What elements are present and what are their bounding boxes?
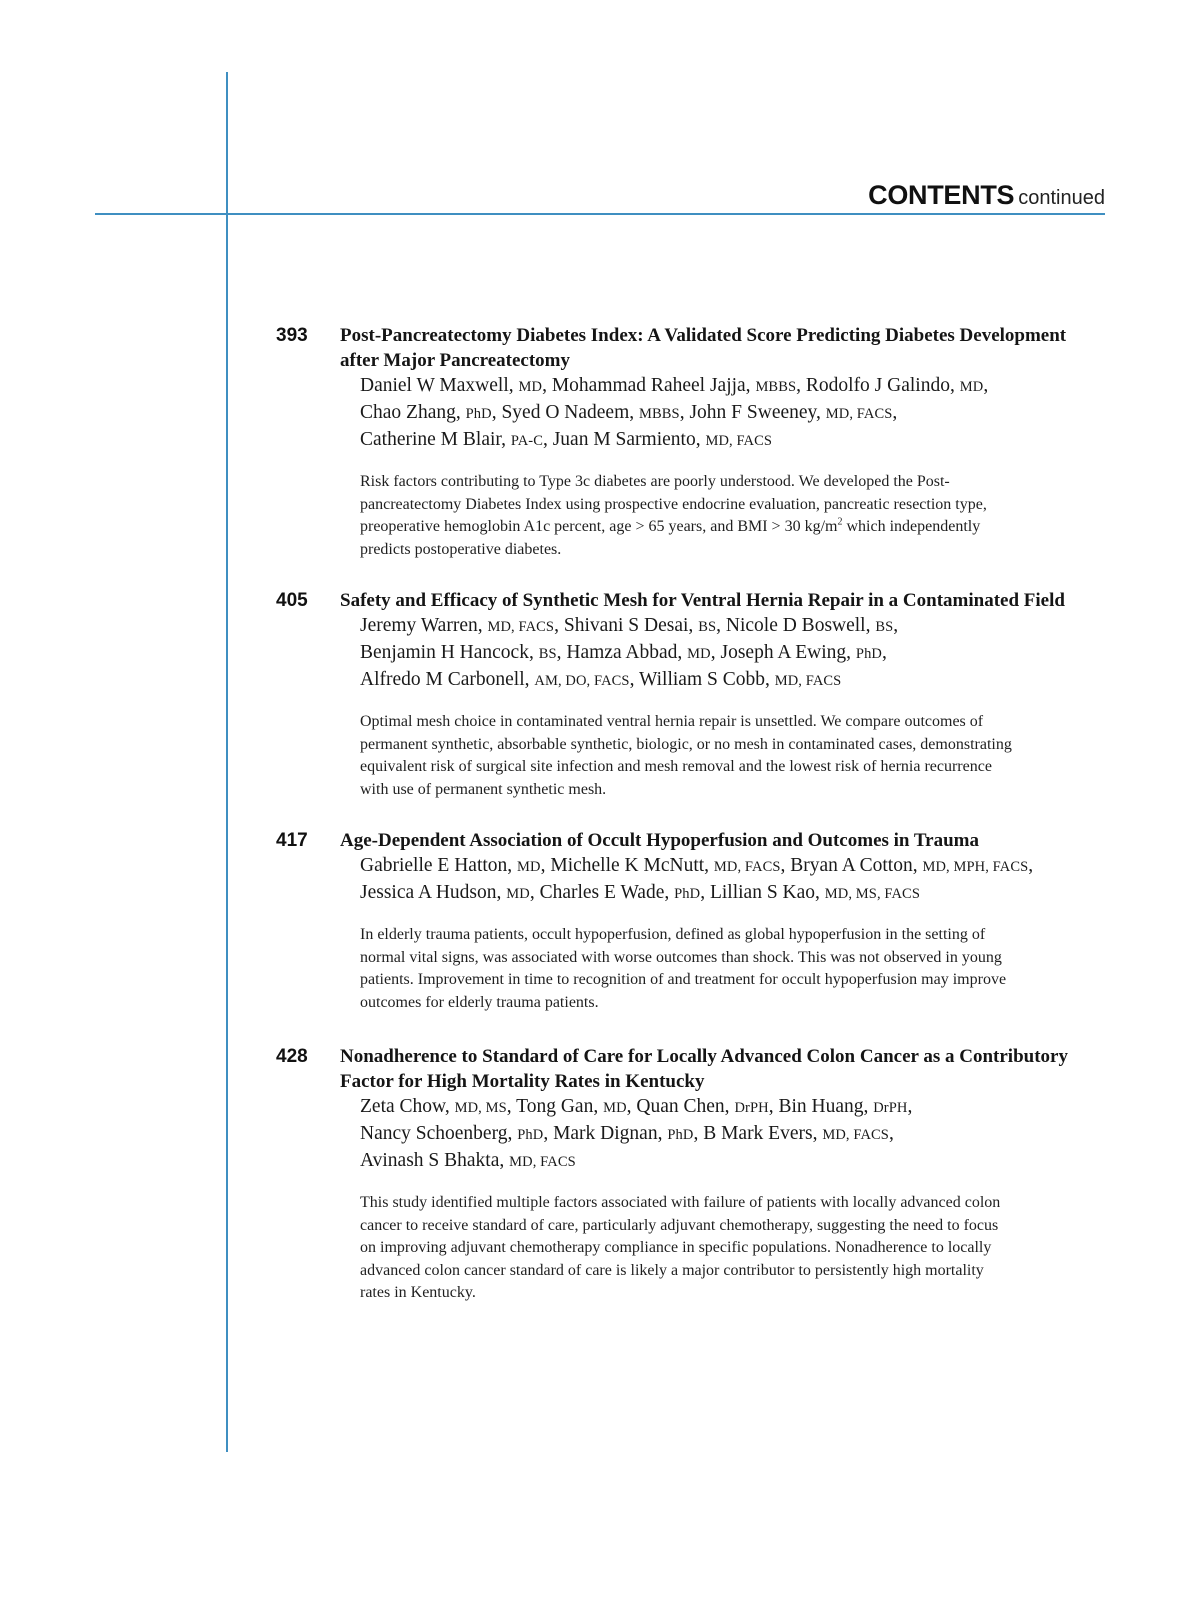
author-name: , — [888, 1123, 894, 1144]
summary-line — [360, 1282, 1100, 1305]
author-degree: PhD — [674, 886, 701, 902]
author-degree: PhD — [465, 406, 492, 422]
author-degree: MD, MPH, FACS — [922, 859, 1029, 875]
author-name: Chao Zhang, — [360, 402, 466, 423]
author-name: , — [892, 402, 898, 423]
author-name: , Lillian S Kao, — [700, 882, 825, 903]
author-name: , Mark Dignan, — [543, 1123, 668, 1144]
article-summary — [360, 1192, 1100, 1305]
summary-text: outcomes for elderly trauma patients. — [360, 993, 599, 1011]
summary-text: This study identified multiple factors associated with failure of patients with locally advanced colon — [360, 1194, 1001, 1211]
summary-text: Risk factors contributing to Type 3c diabetes are poorly understood. We developed the Post- — [360, 473, 950, 490]
page-number[interactable]: 393 — [276, 325, 308, 346]
summary-text: equivalent risk of surgical site infection and mesh removal and the lowest risk of hernia recurrence — [360, 758, 992, 775]
author-name: , Syed O Nadeem, — [491, 402, 640, 423]
author-name: , Joseph A Ewing, — [710, 642, 856, 663]
author-line — [360, 880, 1106, 907]
author-degree: BS — [875, 619, 894, 635]
author-list — [360, 613, 1106, 694]
toc-entry — [276, 1044, 1106, 1305]
author-name: , William S Cobb, — [629, 669, 775, 690]
summary-line — [360, 992, 1100, 1015]
summary-text: preoperative hemoglobin A1c percent, age > 65 years, and BMI > 30 kg/m — [360, 518, 838, 535]
title-line: Nonadherence to Standard of Care for Locally Advanced Colon Cancer as a Contributory — [340, 1046, 1068, 1067]
author-degree: MD, MS — [454, 1100, 507, 1116]
author-line — [360, 613, 1106, 640]
author-name: Nancy Schoenberg, — [360, 1123, 518, 1144]
page-number[interactable]: 417 — [276, 830, 308, 851]
author-degree: PhD — [855, 646, 883, 662]
author-name: , Bryan A Cotton, — [780, 855, 923, 876]
author-name: , Rodolfo J Galindo, — [796, 375, 960, 396]
summary-line — [360, 1237, 1100, 1260]
summary-text: patients. Improvement in time to recognition of and treatment for occult hypoperfusion may improve — [360, 971, 1007, 988]
page-number[interactable]: 405 — [276, 590, 308, 611]
author-name: Jeremy Warren, — [360, 615, 488, 636]
summary-text: cancer to receive standard of care, particularly adjuvant chemotherapy, suggesting the need to focus — [360, 1216, 999, 1234]
summary-text: Optimal mesh choice in contaminated ventral hernia repair is unsettled. We compare outcomes of — [360, 713, 984, 730]
author-name: Catherine M Blair, — [360, 429, 511, 450]
toc-entry — [276, 323, 1106, 561]
author-name: , Charles E Wade, — [529, 882, 675, 903]
author-line — [360, 853, 1106, 880]
article-title[interactable] — [340, 828, 1106, 853]
author-degree: DrPH — [734, 1100, 769, 1116]
article-summary — [360, 711, 1100, 801]
vertical-rule — [226, 72, 228, 1452]
author-degree: PhD — [667, 1127, 694, 1143]
author-degree: MBBS — [639, 406, 680, 422]
author-degree: PA-C — [510, 433, 543, 449]
author-name: , Nicole D Boswell, — [716, 615, 876, 636]
author-name: , Bin Huang, — [768, 1096, 874, 1117]
summary-text: pancreatectomy Diabetes Index using prospective endocrine evaluation, pancreatic resection type, — [360, 495, 987, 513]
horizontal-rule — [95, 213, 1105, 215]
author-line — [360, 1121, 1106, 1148]
summary-text: In elderly trauma patients, occult hypoperfusion, defined as global hypoperfusion in the setting of — [360, 926, 986, 943]
contents-subtitle: continued — [1018, 187, 1105, 209]
summary-text: rates in Kentucky. — [360, 1284, 476, 1301]
author-name: , Juan M Sarmiento, — [542, 429, 706, 450]
author-name: , B Mark Evers, — [693, 1123, 823, 1144]
author-degree: MD, FACS — [825, 406, 893, 422]
author-line — [360, 667, 1106, 694]
article-title[interactable] — [340, 1044, 1106, 1094]
author-degree: BS — [698, 619, 717, 635]
author-name: Benjamin H Hancock, — [360, 642, 539, 663]
title-line: Factor for High Mortality Rates in Kentucky — [340, 1071, 705, 1092]
author-degree: MD, FACS — [487, 619, 555, 635]
author-line — [360, 640, 1106, 667]
author-degree: MD — [959, 379, 984, 395]
author-degree: MD — [518, 379, 543, 395]
author-degree: PhD — [517, 1127, 544, 1143]
article-title[interactable] — [340, 588, 1106, 613]
author-line — [360, 427, 1106, 454]
author-name: Jessica A Hudson, — [360, 882, 507, 903]
summary-line — [360, 924, 1100, 947]
author-name: , Quan Chen, — [626, 1096, 735, 1117]
author-degree: MBBS — [755, 379, 797, 395]
author-line — [360, 1148, 1106, 1175]
author-degree: MD, FACS — [509, 1154, 576, 1170]
title-line: Age-Dependent Association of Occult Hypoperfusion and Outcomes in Trauma — [340, 830, 979, 851]
summary-text: on improving adjuvant chemotherapy compliance in specific populations. Nonadherence to locally — [360, 1239, 992, 1256]
author-name: Gabrielle E Hatton, — [360, 855, 518, 876]
author-name: Zeta Chow, — [360, 1096, 455, 1117]
author-name: , — [983, 375, 989, 396]
summary-text: predicts postoperative diabetes. — [360, 540, 562, 558]
article-title[interactable] — [340, 323, 1106, 373]
title-line: after Major Pancreatectomy — [340, 350, 571, 371]
author-degree: MD, FACS — [705, 433, 773, 449]
author-line — [360, 373, 1106, 400]
author-degree: MD — [687, 646, 711, 662]
author-list — [360, 853, 1106, 907]
author-degree: MD, MS, FACS — [824, 886, 920, 902]
author-degree: MD — [517, 859, 541, 875]
summary-line — [360, 969, 1100, 992]
summary-line — [360, 947, 1100, 970]
author-name: Alfredo M Carbonell, — [360, 669, 535, 690]
author-name: Daniel W Maxwell, — [360, 375, 519, 396]
superscript: 2 — [837, 516, 843, 528]
article-summary — [360, 471, 1100, 561]
summary-text: advanced colon cancer standard of care is likely a major contributor to persistently high mortality — [360, 1261, 984, 1279]
summary-line — [360, 711, 1100, 734]
author-name: , Hamza Abbad, — [556, 642, 688, 663]
author-name: , — [1028, 855, 1034, 876]
author-line — [360, 400, 1106, 427]
author-degree: BS — [538, 646, 557, 662]
author-line — [360, 1094, 1106, 1121]
summary-line — [360, 471, 1100, 494]
author-degree: MD, FACS — [822, 1127, 889, 1143]
summary-text: permanent synthetic, absorbable synthetic, biologic, or no mesh in contaminated cases, demonstrating — [360, 735, 1012, 753]
page-number[interactable]: 428 — [276, 1046, 308, 1067]
author-name: , — [893, 615, 899, 636]
summary-line — [360, 516, 1100, 539]
summary-text: normal vital signs, was associated with worse outcomes than shock. This was not observed in young — [360, 948, 1002, 966]
author-name: , Shivani S Desai, — [554, 615, 699, 636]
author-degree: DrPH — [873, 1100, 908, 1116]
author-name: Avinash S Bhakta, — [360, 1150, 510, 1171]
author-name: , Tong Gan, — [506, 1096, 604, 1117]
author-name: , Mohammad Raheel Jajja, — [542, 375, 756, 396]
author-degree: MD — [506, 886, 530, 902]
summary-line — [360, 1192, 1100, 1215]
summary-line — [360, 539, 1100, 562]
summary-text: which independently — [842, 518, 981, 535]
summary-text: with use of permanent synthetic mesh. — [360, 780, 607, 798]
article-summary — [360, 924, 1100, 1014]
summary-line — [360, 779, 1100, 802]
toc-entry — [276, 828, 1106, 1014]
summary-line — [360, 734, 1100, 757]
author-name: , — [907, 1096, 913, 1117]
author-name: , Michelle K McNutt, — [540, 855, 714, 876]
author-name: , — [882, 642, 887, 663]
contents-title: CONTENTS — [868, 180, 1015, 210]
toc-entry — [276, 588, 1106, 801]
author-name: , John F Sweeney, — [679, 402, 826, 423]
title-line: Safety and Efficacy of Synthetic Mesh for Ventral Hernia Repair in a Contaminated Field — [340, 590, 1065, 611]
summary-line — [360, 756, 1100, 779]
summary-line — [360, 494, 1100, 517]
summary-line — [360, 1215, 1100, 1238]
title-line: Post-Pancreatectomy Diabetes Index: A Validated Score Predicting Diabetes Development — [340, 325, 1067, 346]
author-list — [360, 1094, 1106, 1175]
author-degree: MD, FACS — [774, 673, 842, 689]
author-degree: MD, FACS — [713, 859, 781, 875]
author-degree: AM, DO, FACS — [534, 673, 630, 689]
contents-header — [868, 180, 1105, 211]
author-degree: MD — [603, 1100, 627, 1116]
summary-line — [360, 1260, 1100, 1283]
author-list — [360, 373, 1106, 454]
